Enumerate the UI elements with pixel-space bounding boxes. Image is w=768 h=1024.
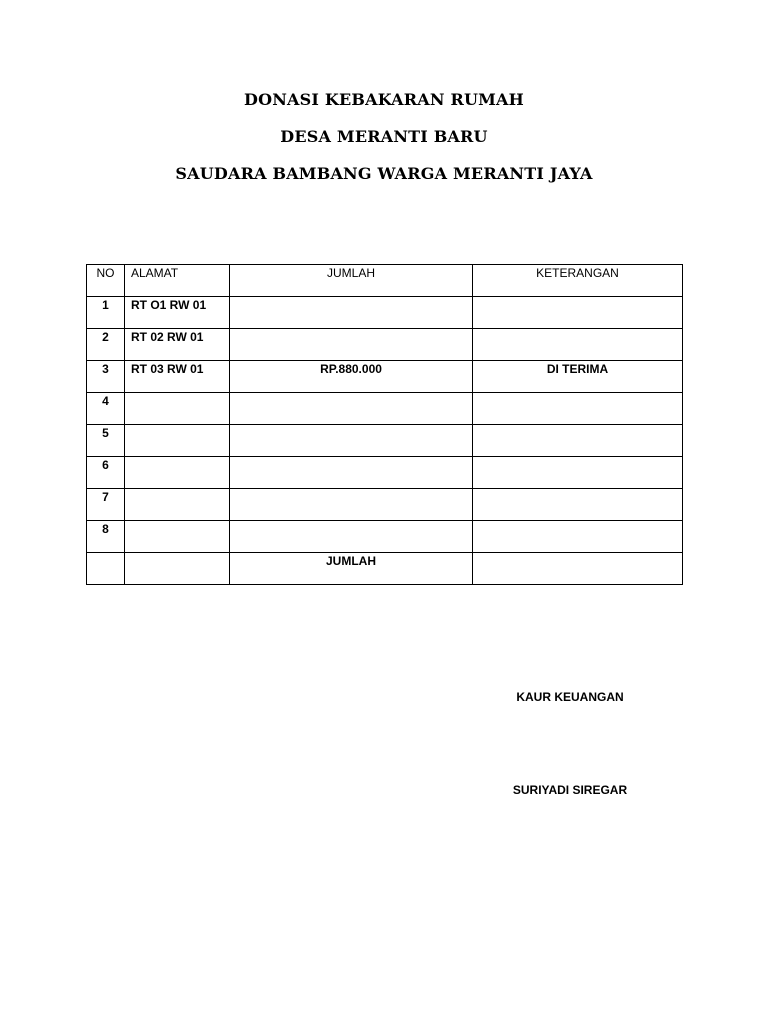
- row-keterangan: [473, 425, 683, 457]
- table-header-row: [87, 265, 683, 297]
- table-row: [87, 297, 683, 329]
- row-alamat: [125, 425, 230, 457]
- row-keterangan: [473, 329, 683, 361]
- column-header-jumlah: JUMLAH: [230, 265, 473, 297]
- row-jumlah: [230, 393, 473, 425]
- row-alamat: RT 03 RW 01: [125, 361, 230, 393]
- signature-name: SURIYADI SIREGAR: [512, 783, 628, 797]
- row-no: 6: [87, 457, 125, 489]
- row-keterangan: [473, 457, 683, 489]
- column-header-no: NO: [87, 265, 125, 297]
- row-no: 3: [87, 361, 125, 393]
- row-alamat: [125, 521, 230, 553]
- table-row: [87, 329, 683, 361]
- row-jumlah: [230, 297, 473, 329]
- row-alamat: RT 02 RW 01: [125, 329, 230, 361]
- row-alamat: [125, 457, 230, 489]
- document-subtitle-recipient: SAUDARA BAMBANG WARGA MERANTI JAYA: [175, 164, 593, 183]
- column-header-keterangan: KETERANGAN: [473, 265, 683, 297]
- row-keterangan: [473, 297, 683, 329]
- row-keterangan: [473, 521, 683, 553]
- row-keterangan: [473, 489, 683, 521]
- document-title: DONASI KEBAKARAN RUMAH: [244, 90, 524, 109]
- row-alamat: [125, 489, 230, 521]
- row-no: 4: [87, 393, 125, 425]
- row-no: 7: [87, 489, 125, 521]
- donation-table: [86, 264, 683, 585]
- row-keterangan: DI TERIMA: [473, 361, 683, 393]
- column-header-alamat: ALAMAT: [125, 265, 230, 297]
- row-no: 1: [87, 297, 125, 329]
- table-row: [87, 425, 683, 457]
- row-jumlah: [230, 489, 473, 521]
- table-total-row: [87, 553, 683, 585]
- row-jumlah: [230, 425, 473, 457]
- total-row-keterangan: [473, 553, 683, 585]
- total-label: JUMLAH: [230, 553, 473, 585]
- row-alamat: [125, 393, 230, 425]
- signature-role: KAUR KEUANGAN: [516, 690, 624, 704]
- row-no: 8: [87, 521, 125, 553]
- row-keterangan: [473, 393, 683, 425]
- row-jumlah: [230, 521, 473, 553]
- table-row: [87, 361, 683, 393]
- row-jumlah: [230, 329, 473, 361]
- total-row-no: [87, 553, 125, 585]
- table-row: [87, 393, 683, 425]
- table-row: [87, 521, 683, 553]
- row-jumlah: RP.880.000: [230, 361, 473, 393]
- row-alamat: RT O1 RW 01: [125, 297, 230, 329]
- table-row: [87, 489, 683, 521]
- total-row-alamat: [125, 553, 230, 585]
- table-row: [87, 457, 683, 489]
- row-jumlah: [230, 457, 473, 489]
- row-no: 2: [87, 329, 125, 361]
- document-subtitle-village: DESA MERANTI BARU: [280, 127, 488, 146]
- row-no: 5: [87, 425, 125, 457]
